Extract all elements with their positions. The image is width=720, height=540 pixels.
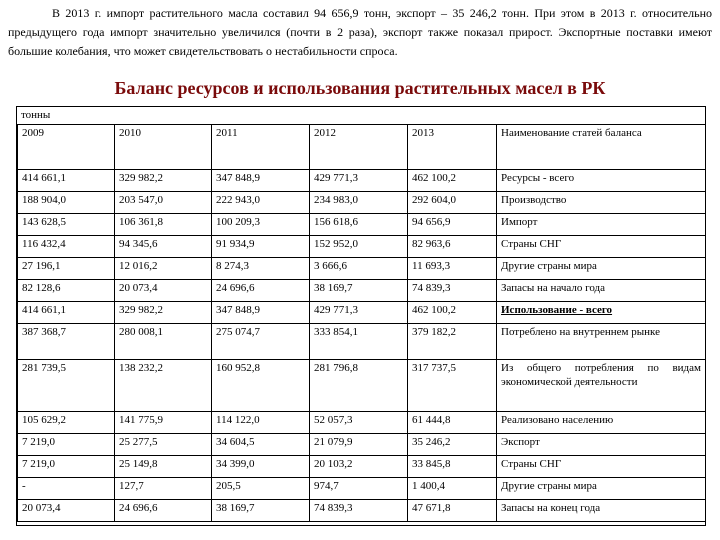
value-cell: 281 739,5: [18, 360, 115, 412]
value-cell: 20 073,4: [115, 280, 212, 302]
item-name-cell: Производство: [497, 192, 706, 214]
header-cell: 2011: [212, 125, 310, 170]
value-cell: 8 274,3: [212, 258, 310, 280]
value-cell: -: [18, 478, 115, 500]
header-cell: 2013: [408, 125, 497, 170]
value-cell: 333 854,1: [310, 324, 408, 360]
table-title: Баланс ресурсов и использования растительных масел в РК: [114, 78, 606, 98]
table-row: [18, 192, 706, 214]
value-cell: 7 219,0: [18, 456, 115, 478]
value-cell: 275 074,7: [212, 324, 310, 360]
balance-table-frame: [16, 106, 706, 526]
table-row: [18, 236, 706, 258]
value-cell: 1 400,4: [408, 478, 497, 500]
value-cell: 7 219,0: [18, 434, 115, 456]
value-cell: 347 848,9: [212, 302, 310, 324]
value-cell: 116 432,4: [18, 236, 115, 258]
value-cell: 24 696,6: [212, 280, 310, 302]
value-cell: 462 100,2: [408, 302, 497, 324]
value-cell: 38 169,7: [212, 500, 310, 522]
table-row: [18, 360, 706, 412]
value-cell: 138 232,2: [115, 360, 212, 412]
value-cell: 94 345,6: [115, 236, 212, 258]
value-cell: 414 661,1: [18, 302, 115, 324]
value-cell: 94 656,9: [408, 214, 497, 236]
table-row: [18, 324, 706, 360]
table-row: [18, 500, 706, 522]
header-cell: 2010: [115, 125, 212, 170]
table-row: [18, 412, 706, 434]
value-cell: 74 839,3: [408, 280, 497, 302]
item-name-cell: Другие страны мира: [497, 258, 706, 280]
item-name-cell: Из общего потребления по видам экономической деятельности: [497, 360, 706, 412]
value-cell: 429 771,3: [310, 302, 408, 324]
value-cell: 114 122,0: [212, 412, 310, 434]
value-cell: 281 796,8: [310, 360, 408, 412]
value-cell: 20 073,4: [18, 500, 115, 522]
value-cell: 387 368,7: [18, 324, 115, 360]
item-name-cell: Реализовано населению: [497, 412, 706, 434]
item-name-cell: Потреблено на внутреннем рынке: [497, 324, 706, 360]
table-row: [18, 478, 706, 500]
table-row: [18, 214, 706, 236]
value-cell: 106 361,8: [115, 214, 212, 236]
value-cell: 429 771,3: [310, 170, 408, 192]
table-header-row: [18, 125, 706, 170]
item-name-cell: Ресурсы - всего: [497, 170, 706, 192]
value-cell: 11 693,3: [408, 258, 497, 280]
value-cell: 974,7: [310, 478, 408, 500]
item-name-cell: Экспорт: [497, 434, 706, 456]
value-cell: 143 628,5: [18, 214, 115, 236]
value-cell: 27 196,1: [18, 258, 115, 280]
value-cell: 105 629,2: [18, 412, 115, 434]
value-cell: 317 737,5: [408, 360, 497, 412]
item-name-cell: Страны СНГ: [497, 456, 706, 478]
item-name-cell: Запасы на начало года: [497, 280, 706, 302]
item-name-cell: Страны СНГ: [497, 236, 706, 258]
value-cell: 205,5: [212, 478, 310, 500]
table-row: [18, 280, 706, 302]
table-row: [18, 302, 706, 324]
table-row: [18, 258, 706, 280]
item-name-cell: Запасы на конец года: [497, 500, 706, 522]
intro-paragraph: [8, 4, 712, 61]
value-cell: 379 182,2: [408, 324, 497, 360]
value-cell: 12 016,2: [115, 258, 212, 280]
value-cell: 20 103,2: [310, 456, 408, 478]
value-cell: 347 848,9: [212, 170, 310, 192]
value-cell: 280 008,1: [115, 324, 212, 360]
table-row: [18, 434, 706, 456]
value-cell: 82 963,6: [408, 236, 497, 258]
value-cell: 234 983,0: [310, 192, 408, 214]
value-cell: 292 604,0: [408, 192, 497, 214]
header-cell: 2012: [310, 125, 408, 170]
value-cell: 74 839,3: [310, 500, 408, 522]
value-cell: 21 079,9: [310, 434, 408, 456]
value-cell: 82 128,6: [18, 280, 115, 302]
balance-table: [17, 124, 706, 522]
header-cell: 2009: [18, 125, 115, 170]
value-cell: 329 982,2: [115, 302, 212, 324]
value-cell: 329 982,2: [115, 170, 212, 192]
value-cell: 91 934,9: [212, 236, 310, 258]
value-cell: 100 209,3: [212, 214, 310, 236]
value-cell: 33 845,8: [408, 456, 497, 478]
value-cell: 52 057,3: [310, 412, 408, 434]
value-cell: 188 904,0: [18, 192, 115, 214]
value-cell: 222 943,0: [212, 192, 310, 214]
unit-label: тонны: [21, 109, 51, 121]
value-cell: 25 277,5: [115, 434, 212, 456]
header-cell-name: Наименование статей баланса: [497, 125, 706, 170]
item-name-emphasis: Использование - всего: [501, 304, 613, 316]
value-cell: 24 696,6: [115, 500, 212, 522]
item-name-cell: [497, 302, 706, 324]
value-cell: 141 775,9: [115, 412, 212, 434]
intro-text: В 2013 г. импорт растительного масла составил 94 656,9 тонн, экспорт – 35 246,2 тонн. При этом в 2013 г. относительно предыдущего года импорт значительно увеличился (почти в 2 раза), экспорт также показал прирост. Экспортные поставки имеют большие колебания, что может свидетельствовать о нестабильности спроса.: [8, 6, 712, 58]
item-name-cell: Импорт: [497, 214, 706, 236]
value-cell: 34 399,0: [212, 456, 310, 478]
value-cell: 3 666,6: [310, 258, 408, 280]
value-cell: 203 547,0: [115, 192, 212, 214]
value-cell: 462 100,2: [408, 170, 497, 192]
item-name-cell: Другие страны мира: [497, 478, 706, 500]
value-cell: 127,7: [115, 478, 212, 500]
value-cell: 35 246,2: [408, 434, 497, 456]
table-row: [18, 170, 706, 192]
value-cell: 61 444,8: [408, 412, 497, 434]
value-cell: 38 169,7: [310, 280, 408, 302]
value-cell: 414 661,1: [18, 170, 115, 192]
value-cell: 34 604,5: [212, 434, 310, 456]
value-cell: 156 618,6: [310, 214, 408, 236]
value-cell: 160 952,8: [212, 360, 310, 412]
value-cell: 47 671,8: [408, 500, 497, 522]
value-cell: 152 952,0: [310, 236, 408, 258]
table-row: [18, 456, 706, 478]
value-cell: 25 149,8: [115, 456, 212, 478]
